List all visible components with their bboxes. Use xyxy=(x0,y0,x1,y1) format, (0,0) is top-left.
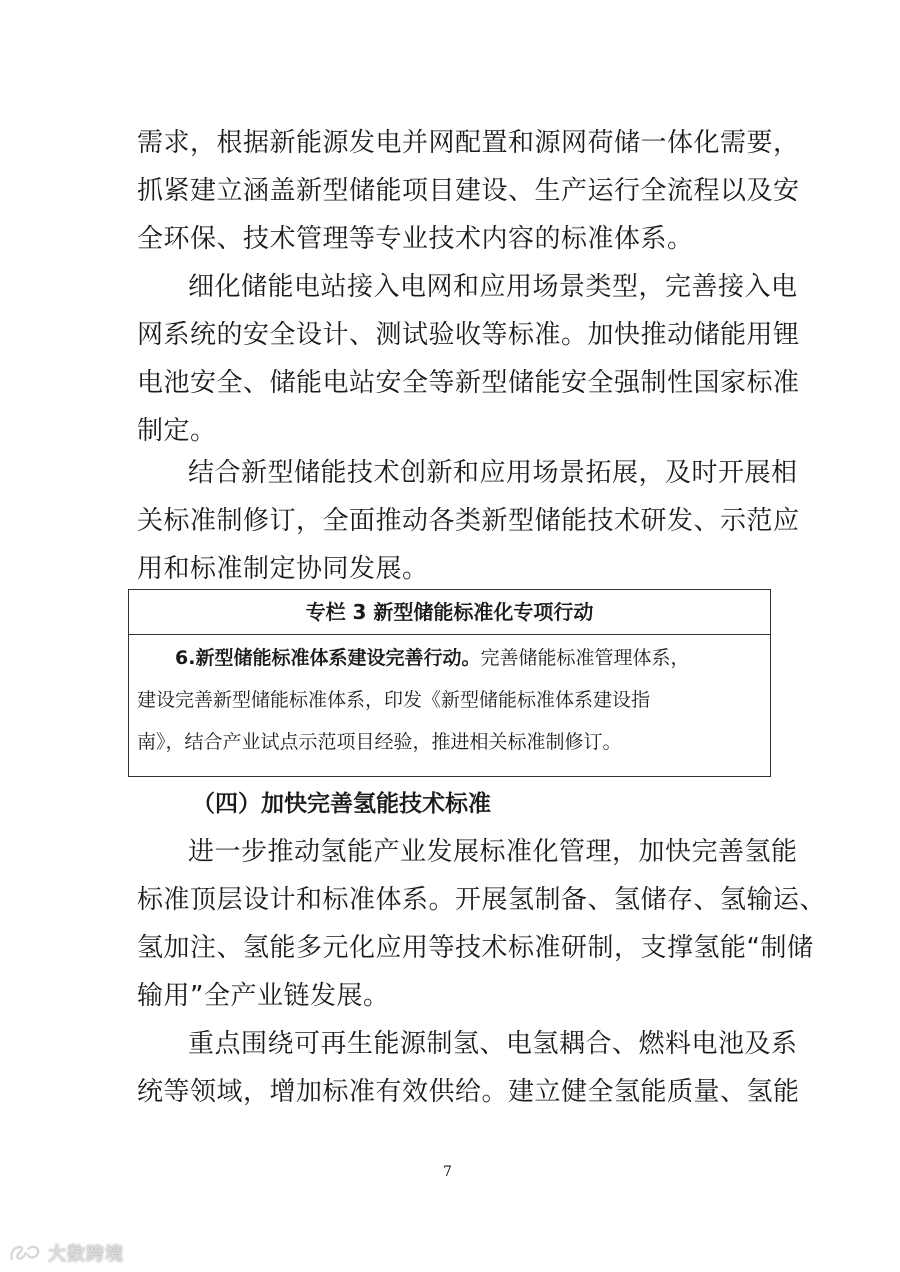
watermark xyxy=(8,1240,124,1266)
body-line: 标准顶层设计和标准体系。开展氢制备、氢储存、氢输运、 xyxy=(137,885,827,915)
body-line: 网系统的安全设计、测试验收等标准。加快推动储能用锂 xyxy=(137,320,800,350)
box-item-heading: 6.新型储能标准体系建设完善行动。 xyxy=(175,647,481,669)
body-line: 制定。 xyxy=(137,416,217,446)
body-line: 输用”全产业链发展。 xyxy=(137,981,390,1011)
body-line: 电池安全、储能电站安全等新型储能安全强制性国家标准 xyxy=(137,368,800,398)
box-line-2: 建设完善新型储能标准体系，印发《新型储能标准体系建设指 xyxy=(137,689,651,711)
body-line: 细化储能电站接入电网和应用场景类型，完善接入电 xyxy=(188,272,798,302)
body-line: 结合新型储能技术创新和应用场景拓展，及时开展相 xyxy=(188,458,798,488)
body-line: 用和标准制定协同发展。 xyxy=(137,554,429,584)
body-line: 需求，根据新能源发电并网配置和源网荷储一体化需要， xyxy=(137,128,800,158)
page-number: 7 xyxy=(443,1164,452,1180)
body-line: 进一步推动氢能产业发展标准化管理，加快完善氢能 xyxy=(188,837,798,867)
section-heading: （四）加快完善氢能技术标准 xyxy=(192,791,491,817)
box-item-text: 完善储能标准管理体系， xyxy=(480,647,690,669)
special-column-box xyxy=(128,589,771,777)
brand-logo-icon xyxy=(8,1243,44,1263)
body-line: 抓紧建立涵盖新型储能项目建设、生产运行全流程以及安 xyxy=(137,176,800,206)
box-title: 专栏 3 新型储能标准化专项行动 xyxy=(129,590,770,635)
body-line: 重点围绕可再生能源制氢、电氢耦合、燃料电池及系 xyxy=(188,1029,798,1059)
body-line: 统等领域，增加标准有效供给。建立健全氢能质量、氢能 xyxy=(137,1077,800,1107)
box-line-3: 南》，结合产业试点示范项目经验，推进相关标准制修订。 xyxy=(137,731,622,753)
body-line: 氢加注、氢能多元化应用等技术标准研制，支撑氢能“制储 xyxy=(137,933,814,963)
watermark-text: 大数跨境 xyxy=(48,1244,124,1265)
body-line: 全环保、技术管理等专业技术内容的标准体系。 xyxy=(137,224,694,254)
box-line-1 xyxy=(175,644,689,672)
body-line: 关标准制修订，全面推动各类新型储能技术研发、示范应 xyxy=(137,506,800,536)
